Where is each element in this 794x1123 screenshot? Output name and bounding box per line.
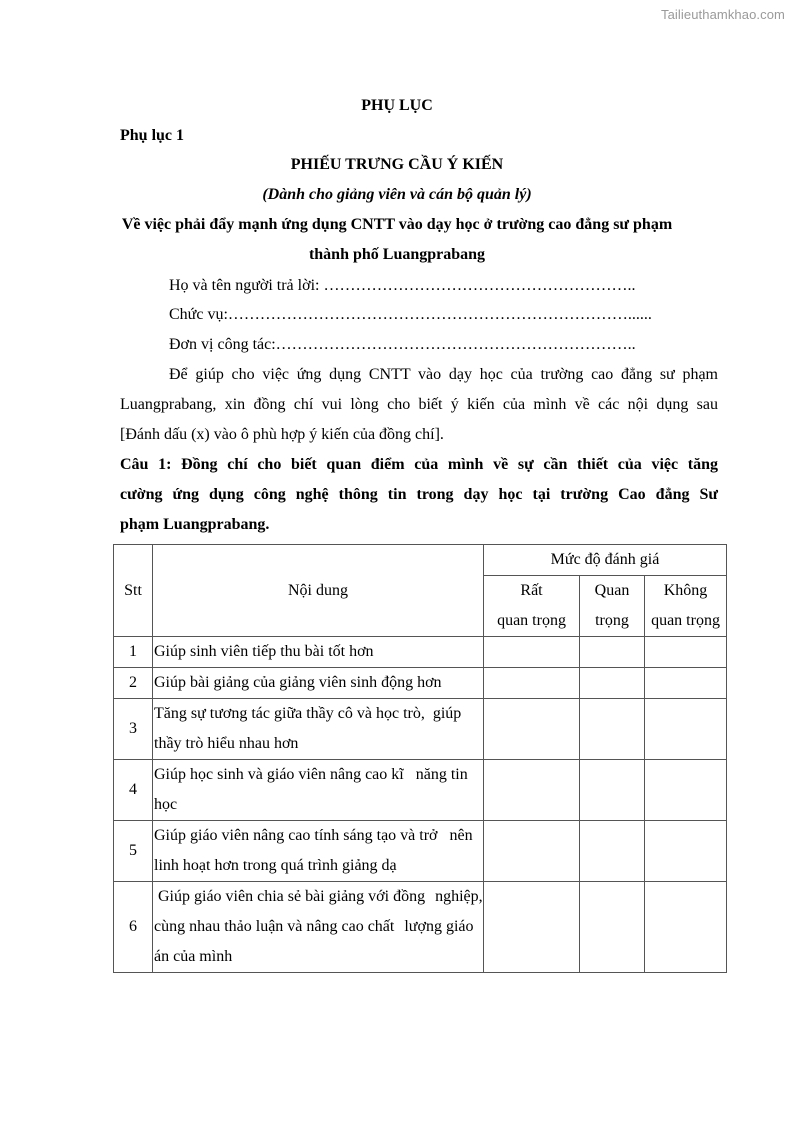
checkbox-important[interactable] [580,637,645,668]
appendix-label: Phụ lục 1 [120,127,185,144]
row-stt: 6 [114,882,153,973]
checkbox-not-important[interactable] [645,699,727,760]
header-very-important [484,576,580,637]
topic-line-2: thành phố Luangprabang [308,246,486,263]
row-content-line: giúp thầy trò hiểu nhau hơn [154,705,462,752]
row-content-line: Giúp sinh viên tiếp thu bài tốt hơn [154,643,374,660]
checkbox-not-important[interactable] [645,760,727,821]
checkbox-not-important[interactable] [645,637,727,668]
form-subtitle: (Dành cho giảng viên và cán bộ quản lý) [262,186,532,203]
header-not-important [645,576,727,637]
row-content-line: Giúp giáo viên nâng cao tính sáng tạo và trở [154,827,438,844]
work-unit-field[interactable]: Đơn vị công tác:………………………………………………………….. [169,336,636,353]
table-row [114,668,727,699]
checkbox-important[interactable] [580,668,645,699]
row-content [153,760,484,821]
checkbox-important[interactable] [580,821,645,882]
row-content-line: Giúp giáo viên chia sẻ bài giảng với đồng [154,888,426,905]
topic-line-1: Về việc phải đẩy mạnh ứng dụng CNTT vào dạy học ở trường cao đẳng sư phạm [121,216,673,233]
survey-table [113,544,727,973]
checkbox-important[interactable] [580,760,645,821]
row-content-line: Giúp học sinh và giáo viên nâng cao kĩ [154,766,404,783]
checkbox-important[interactable] [580,882,645,973]
header-stt: Stt [114,545,153,637]
row-content-line: nên linh hoạt hơn trong quá trình giảng dạ [154,827,473,874]
row-stt: 1 [114,637,153,668]
header-content: Nội dung [153,545,484,637]
row-content [153,882,484,973]
row-content-line: lượng giáo án của mình [154,918,474,965]
checkbox-very-important[interactable] [484,637,580,668]
checkbox-very-important[interactable] [484,699,580,760]
intro-line-3: [Đánh dấu (x) vào ô phù hợp ý kiến của đồng chí]. [120,426,444,443]
question-1-line-1: Câu 1: Đồng chí cho biết quan điểm của mình về sự cần thiết của việc tăng [120,456,718,473]
header-important [580,576,645,637]
row-stt: 2 [114,668,153,699]
checkbox-very-important[interactable] [484,668,580,699]
row-stt: 4 [114,760,153,821]
table-row [114,760,727,821]
table-row [114,637,727,668]
table-row [114,821,727,882]
header-important-line1: Quan [594,582,630,599]
header-very-important-line2: quan trọng [497,612,566,629]
position-field[interactable]: Chức vụ:…………………………………………………………………...... [169,306,652,323]
row-content-line: Giúp bài giảng của giảng viên sinh động hơn [154,674,442,691]
row-content [153,821,484,882]
form-title: PHIẾU TRƯNG CẦU Ý KIẾN [290,156,504,173]
question-1-line-3: phạm Luangprabang. [120,516,270,533]
header-very-important-line1: Rất [520,582,543,599]
row-content [153,637,484,668]
checkbox-very-important[interactable] [484,882,580,973]
table-row [114,699,727,760]
row-content [153,668,484,699]
checkbox-important[interactable] [580,699,645,760]
header-not-important-line2: quan trọng [651,612,720,629]
checkbox-not-important[interactable] [645,668,727,699]
table-row [114,882,727,973]
checkbox-not-important[interactable] [645,882,727,973]
question-1-line-2: cường ứng dụng công nghệ thông tin trong dạy học tại trường Cao đẳng Sư [120,486,718,503]
intro-line-1: Để giúp cho việc ứng dụng CNTT vào dạy học của trường cao đẳng sư phạm [169,366,718,383]
header-important-line2: trọng [595,612,629,629]
row-stt: 3 [114,699,153,760]
checkbox-not-important[interactable] [645,821,727,882]
checkbox-very-important[interactable] [484,760,580,821]
watermark: Tailieuthamkhao.com [660,7,785,22]
intro-line-2: Luangprabang, xin đồng chí vui lòng cho biết ý kiến của mình về các nội dụng sau [120,396,718,413]
page-heading: PHỤ LỤC [361,97,433,114]
row-content [153,699,484,760]
checkbox-very-important[interactable] [484,821,580,882]
row-stt: 5 [114,821,153,882]
row-content-line: Tăng sự tương tác giữa thầy cô và học trò, [154,705,425,722]
respondent-name-field[interactable]: Họ và tên người trả lời: ………………………………………………….. [169,277,636,294]
header-rating-group: Mức độ đánh giá [484,545,727,576]
header-not-important-line1: Không [663,582,708,599]
row-content-line: năng tin học [154,766,468,813]
row-content-line: nghiệp, cùng nhau thảo luận và nâng cao chất [154,888,483,935]
